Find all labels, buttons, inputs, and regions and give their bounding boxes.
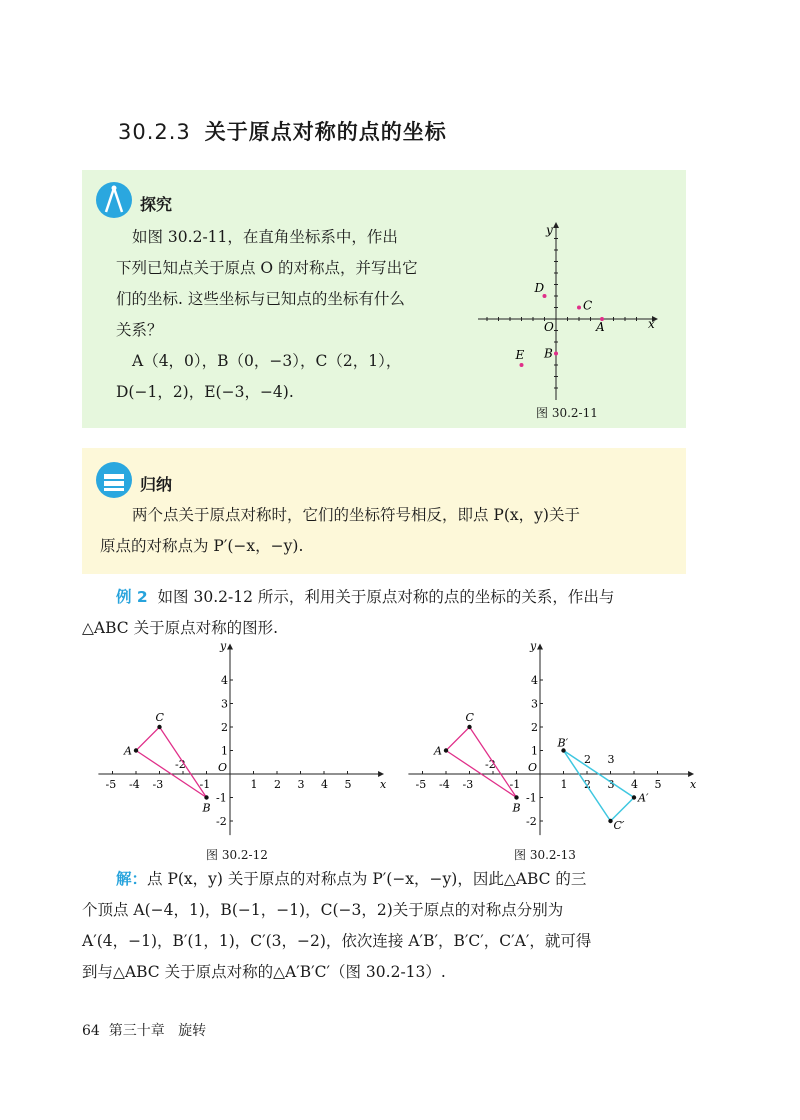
summary-line: 两个点关于原点对称时，它们的坐标符号相反，即点 P(x，y)关于 <box>132 506 580 524</box>
vertex-prime-label: A′ <box>638 791 649 805</box>
y-tick-label: 4 <box>531 674 538 687</box>
x-tick-label: -3 <box>152 778 164 791</box>
y-tick-label: -2 <box>216 815 227 828</box>
solution-line: 点 P(x，y) 关于原点的对称点为 P′(−x，−y)，因此△ABC 的三 <box>147 870 587 888</box>
explore-line: D(−1，2)，E(−3，−4). <box>116 383 294 401</box>
y-tick-label: 4 <box>221 674 228 687</box>
figure-30-2-11 <box>472 222 672 402</box>
explore-line: 下列已知点关于原点 O 的对称点，并写出它 <box>116 259 418 277</box>
chapter-label: 第三十章 <box>108 1023 165 1039</box>
x-axis-arrow <box>378 771 384 777</box>
x-tick-label: -5 <box>415 778 427 791</box>
x-tick-label: 4 <box>321 778 328 791</box>
x-tick-label: 1 <box>560 778 568 791</box>
x-tick-label: -5 <box>105 778 117 791</box>
figure-30-2-13 <box>402 640 702 840</box>
x-tick-label: 2 <box>274 778 281 791</box>
summary-text <box>100 500 680 562</box>
compass-icon <box>96 182 132 218</box>
point-label-B: B <box>544 346 553 361</box>
triangle-abc-prime <box>564 751 635 822</box>
x-tick-label-upper: 2 <box>584 753 591 766</box>
y-axis-arrow <box>537 643 543 649</box>
vertex-prime-3--2 <box>608 819 612 823</box>
x-axis-arrow <box>688 771 694 777</box>
point-E <box>520 363 524 367</box>
figure-30-2-12 <box>92 640 392 840</box>
vertex-prime-label: B′ <box>557 736 569 750</box>
vertex-prime-label: C′ <box>613 819 625 832</box>
point-C <box>577 306 581 310</box>
axis-y-label: y <box>220 640 227 653</box>
vertex-label-B: B <box>202 801 211 815</box>
figure-caption: 图 30.2-11 <box>536 406 598 420</box>
x-tick-label: 3 <box>607 778 615 791</box>
summary-label: 归纳 <box>140 475 173 494</box>
explore-box <box>82 170 686 428</box>
section-heading: 关于原点对称的点的坐标 <box>204 120 447 144</box>
point-label-D: D <box>534 281 545 295</box>
triangle-abc <box>136 727 207 798</box>
explore-line: A（4，0），B（0，−3），C（2，1）， <box>132 352 402 370</box>
vertex-label-A: A <box>434 744 442 758</box>
explore-label: 探究 <box>140 195 173 214</box>
point-B <box>554 352 558 356</box>
section-title <box>118 116 447 146</box>
x-tick-label: -4 <box>129 778 140 791</box>
vertex-label-A: A <box>124 744 132 758</box>
vertex-C <box>467 725 471 729</box>
example-text <box>82 582 702 644</box>
x-tick-label-neg-two: -2 <box>485 758 496 771</box>
x-tick-label: -3 <box>462 778 474 791</box>
explore-text <box>116 222 502 408</box>
origin-label: O <box>544 320 554 334</box>
vertex-B <box>514 795 518 799</box>
vertex-B <box>204 795 208 799</box>
solution-text <box>82 864 702 988</box>
point-label-E: E <box>515 348 525 362</box>
x-tick-label: 1 <box>250 778 258 791</box>
x-tick-label: -1 <box>199 778 211 791</box>
vertex-label-C: C <box>155 711 164 724</box>
x-tick-label: -1 <box>509 778 521 791</box>
figure-caption: 图 30.2-13 <box>514 848 576 862</box>
solution-line: A′(4，−1)，B′(1，1)，C′(3，−2)，依次连接 A′B′，B′C′，C′A′，就可得 <box>82 932 592 950</box>
section-number: 30.2.3 <box>118 120 191 144</box>
solution-label: 解： <box>116 870 148 888</box>
x-tick-label: -4 <box>439 778 450 791</box>
page-footer <box>82 1020 206 1040</box>
example-line: 如图 30.2-12 所示，利用关于原点对称的点的坐标的关系，作出与 <box>157 588 615 606</box>
x-tick-label-upper: 3 <box>607 753 615 766</box>
explore-line: 关系？ <box>116 321 163 339</box>
x-tick-label-neg-two: -2 <box>175 758 186 771</box>
point-label-C: C <box>583 298 593 313</box>
x-tick-label: 2 <box>584 778 591 791</box>
vertex-A <box>134 748 138 752</box>
origin-label: O <box>528 761 538 774</box>
origin-label: O <box>218 761 228 774</box>
explore-line: 如图 30.2-11，在直角坐标系中，作出 <box>132 228 398 246</box>
page-number: 64 <box>82 1023 100 1039</box>
example-label: 例 2 <box>116 588 148 606</box>
vertex-label-C: C <box>465 711 474 724</box>
y-tick-label: -2 <box>526 815 537 828</box>
y-tick-label: 1 <box>221 744 228 758</box>
axis-y-label: y <box>530 640 537 653</box>
y-axis-arrow <box>227 643 233 649</box>
vertex-C <box>157 725 161 729</box>
y-tick-label: 1 <box>531 744 538 758</box>
axis-x-label: x <box>648 317 655 331</box>
x-tick-label: 5 <box>654 778 662 791</box>
book-icon <box>96 462 132 498</box>
summary-box <box>82 448 686 574</box>
example-line: △ABC 关于原点对称的图形. <box>82 619 279 637</box>
y-tick-label: 3 <box>221 697 228 711</box>
solution-line: 到与△ABC 关于原点对称的△A′B′C′（图 30.2-13）. <box>82 963 446 981</box>
point-label-A: A <box>596 320 605 334</box>
x-tick-label: 3 <box>297 778 305 791</box>
y-tick-label: -1 <box>216 791 227 805</box>
y-tick-label: 3 <box>531 697 538 711</box>
vertex-prime-4--1 <box>632 795 636 799</box>
triangle-abc <box>446 727 517 798</box>
y-tick-label: -1 <box>526 791 537 805</box>
axis-x-label: x <box>690 778 697 791</box>
y-tick-label: 2 <box>531 721 538 734</box>
axis-y-label: y <box>546 223 553 237</box>
figure-caption: 图 30.2-12 <box>206 848 268 862</box>
x-tick-label: 4 <box>631 778 638 791</box>
vertex-label-B: B <box>512 801 521 815</box>
explore-line: 们的坐标. 这些坐标与已知点的坐标有什么 <box>116 290 405 308</box>
axis-x-label: x <box>380 778 387 791</box>
x-tick-label: 5 <box>344 778 352 791</box>
vertex-A <box>444 748 448 752</box>
y-tick-label: 2 <box>221 721 228 734</box>
summary-line: 原点的对称点为 P′(−x，−y). <box>100 537 304 555</box>
topic-label: 旋转 <box>178 1023 207 1039</box>
solution-line: 个顶点 A(−4，1)，B(−1，−1)，C(−3，2)关于原点的对称点分别为 <box>82 901 564 919</box>
